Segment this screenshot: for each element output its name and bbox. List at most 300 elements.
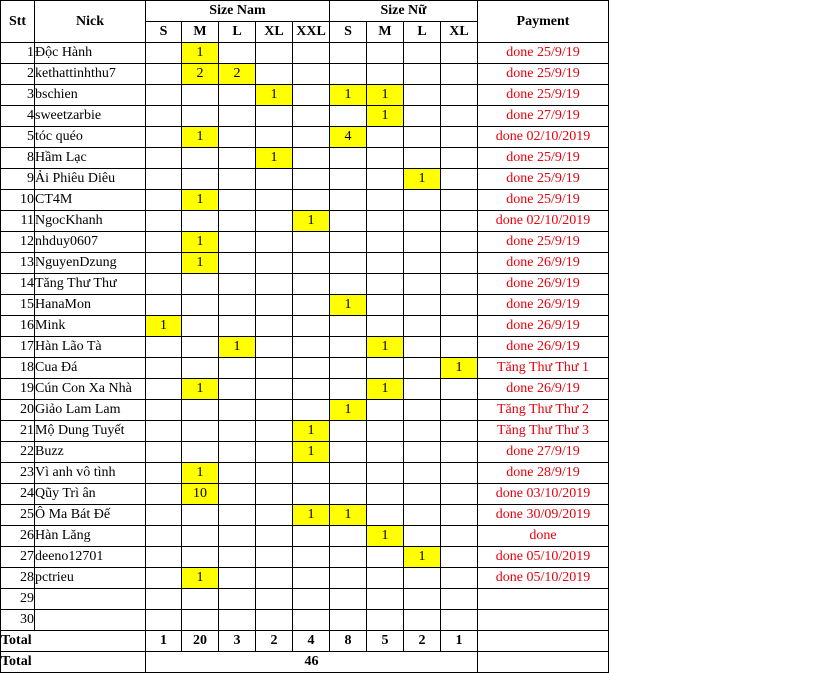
row-nu-m[interactable]	[367, 505, 404, 526]
row-nu-xl[interactable]	[441, 526, 478, 547]
row-nick[interactable]: Giảo Lam Lam	[35, 400, 146, 421]
row-nu-l[interactable]	[404, 43, 441, 64]
row-nam-xxl[interactable]	[293, 484, 330, 505]
row-nam-s[interactable]	[146, 274, 182, 295]
row-nu-l[interactable]	[404, 505, 441, 526]
row-nam-m[interactable]	[182, 316, 219, 337]
nam-size-s-header[interactable]: S	[146, 22, 182, 43]
row-nam-xxl[interactable]	[293, 379, 330, 400]
row-payment[interactable]: done 28/9/19	[478, 463, 609, 484]
row-nick[interactable]: CT4M	[35, 190, 146, 211]
row-nam-m[interactable]	[182, 442, 219, 463]
row-nam-xl[interactable]	[256, 547, 293, 568]
row-nu-s[interactable]	[330, 43, 367, 64]
row-nam-m[interactable]: 1	[182, 463, 219, 484]
row-nick[interactable]: Hầm Lạc	[35, 148, 146, 169]
row-nu-m[interactable]	[367, 568, 404, 589]
row-nam-l[interactable]	[219, 253, 256, 274]
row-nu-xl[interactable]	[441, 400, 478, 421]
row-nam-l[interactable]	[219, 484, 256, 505]
size-nu-header[interactable]: Size Nữ	[330, 1, 478, 22]
row-nam-xl[interactable]	[256, 526, 293, 547]
total-nu-xl[interactable]: 1	[441, 631, 478, 652]
row-nam-m[interactable]	[182, 106, 219, 127]
row-nam-xl[interactable]	[256, 463, 293, 484]
row-nu-m[interactable]	[367, 358, 404, 379]
row-nam-xxl[interactable]: 1	[293, 421, 330, 442]
row-stt[interactable]: 13	[1, 253, 35, 274]
row-nu-s[interactable]: 1	[330, 295, 367, 316]
row-nu-xl[interactable]	[441, 442, 478, 463]
row-nam-m[interactable]	[182, 589, 219, 610]
row-payment[interactable]: Tăng Thư Thư 3	[478, 421, 609, 442]
row-nam-xl[interactable]	[256, 295, 293, 316]
row-nam-s[interactable]	[146, 232, 182, 253]
row-nu-s[interactable]: 1	[330, 505, 367, 526]
row-nu-xl[interactable]	[441, 337, 478, 358]
row-nam-m[interactable]: 1	[182, 127, 219, 148]
row-nick[interactable]: pctrieu	[35, 568, 146, 589]
row-payment[interactable]: done 27/9/19	[478, 106, 609, 127]
row-nu-s[interactable]	[330, 379, 367, 400]
row-nu-l[interactable]	[404, 337, 441, 358]
nu-size-xl-header[interactable]: XL	[441, 22, 478, 43]
row-nu-s[interactable]	[330, 64, 367, 85]
row-nam-l[interactable]: 1	[219, 337, 256, 358]
row-nam-l[interactable]	[219, 379, 256, 400]
row-nick[interactable]	[35, 589, 146, 610]
row-nick[interactable]: Mộ Dung Tuyết	[35, 421, 146, 442]
row-nu-s[interactable]	[330, 190, 367, 211]
row-nu-m[interactable]	[367, 442, 404, 463]
row-nu-xl[interactable]	[441, 316, 478, 337]
row-nu-l[interactable]	[404, 400, 441, 421]
nam-size-xl-header[interactable]: XL	[256, 22, 293, 43]
row-nam-m[interactable]: 1	[182, 253, 219, 274]
row-nam-xxl[interactable]	[293, 253, 330, 274]
row-nu-m[interactable]: 1	[367, 337, 404, 358]
row-stt[interactable]: 11	[1, 211, 35, 232]
row-nam-xl[interactable]: 1	[256, 148, 293, 169]
row-nu-s[interactable]	[330, 526, 367, 547]
row-nick[interactable]: Qũy Trì ân	[35, 484, 146, 505]
row-payment[interactable]: done 26/9/19	[478, 274, 609, 295]
row-nu-l[interactable]	[404, 274, 441, 295]
row-payment[interactable]: done 02/10/2019	[478, 127, 609, 148]
row-nu-m[interactable]	[367, 547, 404, 568]
row-nu-m[interactable]: 1	[367, 85, 404, 106]
row-payment[interactable]: done 26/9/19	[478, 379, 609, 400]
row-nam-m[interactable]	[182, 421, 219, 442]
row-stt[interactable]: 25	[1, 505, 35, 526]
row-nam-s[interactable]	[146, 169, 182, 190]
row-nu-xl[interactable]: 1	[441, 358, 478, 379]
row-nu-m[interactable]	[367, 274, 404, 295]
row-nu-xl[interactable]	[441, 463, 478, 484]
grand-total-value[interactable]: 46	[146, 652, 478, 673]
row-nam-s[interactable]	[146, 547, 182, 568]
row-stt[interactable]: 29	[1, 589, 35, 610]
row-nu-m[interactable]	[367, 232, 404, 253]
row-nick[interactable]: tóc quéo	[35, 127, 146, 148]
row-nu-l[interactable]	[404, 211, 441, 232]
row-nu-m[interactable]	[367, 484, 404, 505]
row-nam-s[interactable]	[146, 442, 182, 463]
row-nam-xl[interactable]	[256, 169, 293, 190]
row-nam-m[interactable]	[182, 211, 219, 232]
row-payment[interactable]: done	[478, 526, 609, 547]
row-nam-xxl[interactable]	[293, 316, 330, 337]
row-nu-l[interactable]	[404, 190, 441, 211]
row-nam-m[interactable]	[182, 610, 219, 631]
row-nu-s[interactable]	[330, 253, 367, 274]
row-nick[interactable]: HanaMon	[35, 295, 146, 316]
row-nu-l[interactable]	[404, 421, 441, 442]
row-nu-xl[interactable]	[441, 85, 478, 106]
row-nam-m[interactable]	[182, 526, 219, 547]
row-nam-l[interactable]	[219, 148, 256, 169]
row-nick[interactable]: Cún Con Xa Nhà	[35, 379, 146, 400]
row-nam-l[interactable]	[219, 526, 256, 547]
row-nu-xl[interactable]	[441, 106, 478, 127]
row-nam-s[interactable]	[146, 463, 182, 484]
row-nam-xxl[interactable]	[293, 43, 330, 64]
row-nu-m[interactable]	[367, 43, 404, 64]
row-nick[interactable]: Hàn Lăng	[35, 526, 146, 547]
row-nam-l[interactable]	[219, 127, 256, 148]
row-nu-xl[interactable]	[441, 190, 478, 211]
row-nu-l[interactable]	[404, 589, 441, 610]
row-payment[interactable]: done 03/10/2019	[478, 484, 609, 505]
row-nam-m[interactable]	[182, 148, 219, 169]
row-nu-xl[interactable]	[441, 379, 478, 400]
row-nam-m[interactable]	[182, 274, 219, 295]
row-nam-l[interactable]	[219, 505, 256, 526]
nam-size-l-header[interactable]: L	[219, 22, 256, 43]
row-nam-l[interactable]	[219, 463, 256, 484]
row-nam-s[interactable]	[146, 127, 182, 148]
row-nu-s[interactable]	[330, 358, 367, 379]
row-nam-l[interactable]	[219, 442, 256, 463]
row-nu-l[interactable]	[404, 463, 441, 484]
row-stt[interactable]: 24	[1, 484, 35, 505]
row-nam-xxl[interactable]	[293, 190, 330, 211]
row-nam-s[interactable]	[146, 211, 182, 232]
total-nam-xl[interactable]: 2	[256, 631, 293, 652]
total-label[interactable]: Total	[1, 631, 146, 652]
row-nu-s[interactable]	[330, 337, 367, 358]
total-nam-xxl[interactable]: 4	[293, 631, 330, 652]
row-nu-l[interactable]	[404, 316, 441, 337]
row-nam-l[interactable]	[219, 589, 256, 610]
row-nick[interactable]: bschien	[35, 85, 146, 106]
stt-header[interactable]: Stt	[1, 1, 35, 43]
row-nam-xxl[interactable]	[293, 589, 330, 610]
row-stt[interactable]: 5	[1, 127, 35, 148]
row-stt[interactable]: 3	[1, 85, 35, 106]
row-nu-m[interactable]	[367, 400, 404, 421]
nick-header[interactable]: Nick	[35, 1, 146, 43]
row-payment[interactable]: done 26/9/19	[478, 295, 609, 316]
row-nu-m[interactable]	[367, 610, 404, 631]
row-nam-l[interactable]	[219, 547, 256, 568]
row-nam-xl[interactable]	[256, 232, 293, 253]
row-nick[interactable]: Ải Phiêu Diêu	[35, 169, 146, 190]
row-nam-xl[interactable]	[256, 400, 293, 421]
row-nam-l[interactable]	[219, 316, 256, 337]
row-nam-xl[interactable]: 1	[256, 85, 293, 106]
row-payment[interactable]: done 26/9/19	[478, 253, 609, 274]
row-nam-m[interactable]	[182, 400, 219, 421]
row-nu-xl[interactable]	[441, 232, 478, 253]
row-nam-xxl[interactable]	[293, 148, 330, 169]
row-nu-s[interactable]	[330, 589, 367, 610]
row-nam-s[interactable]	[146, 568, 182, 589]
row-nu-l[interactable]	[404, 568, 441, 589]
row-nu-m[interactable]	[367, 190, 404, 211]
row-nam-xl[interactable]	[256, 610, 293, 631]
row-nam-s[interactable]: 1	[146, 316, 182, 337]
row-nam-xl[interactable]	[256, 442, 293, 463]
nam-size-xxl-header[interactable]: XXL	[293, 22, 330, 43]
row-nam-m[interactable]: 10	[182, 484, 219, 505]
row-nu-xl[interactable]	[441, 253, 478, 274]
total-nam-s[interactable]: 1	[146, 631, 182, 652]
row-payment[interactable]: done 30/09/2019	[478, 505, 609, 526]
total-nu-l[interactable]: 2	[404, 631, 441, 652]
row-nam-s[interactable]	[146, 484, 182, 505]
row-nu-m[interactable]	[367, 127, 404, 148]
row-nam-l[interactable]	[219, 211, 256, 232]
row-stt[interactable]: 14	[1, 274, 35, 295]
row-nam-s[interactable]	[146, 106, 182, 127]
row-stt[interactable]: 4	[1, 106, 35, 127]
row-nam-s[interactable]	[146, 610, 182, 631]
row-nu-xl[interactable]	[441, 211, 478, 232]
row-nam-xxl[interactable]	[293, 526, 330, 547]
row-nick[interactable]: Độc Hành	[35, 43, 146, 64]
row-nam-xxl[interactable]	[293, 106, 330, 127]
row-payment[interactable]: done 25/9/19	[478, 64, 609, 85]
row-nam-xl[interactable]	[256, 274, 293, 295]
row-nick[interactable]: NgocKhanh	[35, 211, 146, 232]
row-nam-l[interactable]	[219, 169, 256, 190]
row-nick[interactable]: Vì anh vô tình	[35, 463, 146, 484]
row-nu-xl[interactable]	[441, 547, 478, 568]
row-nam-xxl[interactable]	[293, 64, 330, 85]
row-nu-l[interactable]	[404, 610, 441, 631]
nu-size-l-header[interactable]: L	[404, 22, 441, 43]
row-nu-xl[interactable]	[441, 43, 478, 64]
row-nam-m[interactable]	[182, 169, 219, 190]
row-nu-l[interactable]	[404, 484, 441, 505]
total-nu-m[interactable]: 5	[367, 631, 404, 652]
row-payment[interactable]	[478, 610, 609, 631]
row-nam-xxl[interactable]	[293, 169, 330, 190]
total-nam-m[interactable]: 20	[182, 631, 219, 652]
grand-total-payment-cell[interactable]	[478, 652, 609, 673]
row-stt[interactable]: 16	[1, 316, 35, 337]
row-payment[interactable]: done 25/9/19	[478, 232, 609, 253]
row-nam-xxl[interactable]	[293, 232, 330, 253]
row-nu-l[interactable]	[404, 358, 441, 379]
row-nam-xxl[interactable]	[293, 85, 330, 106]
row-nu-l[interactable]	[404, 526, 441, 547]
row-nam-m[interactable]: 1	[182, 190, 219, 211]
row-stt[interactable]: 26	[1, 526, 35, 547]
row-nick[interactable]: Ô Ma Bát Đế	[35, 505, 146, 526]
row-nam-xl[interactable]	[256, 337, 293, 358]
row-payment[interactable]	[478, 589, 609, 610]
row-nam-xl[interactable]	[256, 211, 293, 232]
row-nu-m[interactable]	[367, 64, 404, 85]
row-nam-xxl[interactable]	[293, 568, 330, 589]
row-nu-m[interactable]: 1	[367, 106, 404, 127]
row-nam-s[interactable]	[146, 43, 182, 64]
row-nu-l[interactable]	[404, 148, 441, 169]
row-nam-xl[interactable]	[256, 358, 293, 379]
row-nam-s[interactable]	[146, 190, 182, 211]
row-nick[interactable]	[35, 610, 146, 631]
row-nam-xl[interactable]	[256, 64, 293, 85]
row-nam-xl[interactable]	[256, 484, 293, 505]
row-nu-s[interactable]	[330, 169, 367, 190]
row-stt[interactable]: 20	[1, 400, 35, 421]
row-nu-xl[interactable]	[441, 505, 478, 526]
row-stt[interactable]: 19	[1, 379, 35, 400]
row-stt[interactable]: 10	[1, 190, 35, 211]
row-nu-s[interactable]	[330, 232, 367, 253]
row-nu-m[interactable]	[367, 295, 404, 316]
row-nam-l[interactable]	[219, 190, 256, 211]
row-nam-xl[interactable]	[256, 106, 293, 127]
row-nu-m[interactable]	[367, 169, 404, 190]
row-nam-xl[interactable]	[256, 127, 293, 148]
row-stt[interactable]: 23	[1, 463, 35, 484]
row-nam-s[interactable]	[146, 526, 182, 547]
row-nam-s[interactable]	[146, 505, 182, 526]
row-nam-xl[interactable]	[256, 190, 293, 211]
row-nam-l[interactable]	[219, 274, 256, 295]
row-nick[interactable]: sweetzarbie	[35, 106, 146, 127]
row-nam-l[interactable]	[219, 295, 256, 316]
row-stt[interactable]: 12	[1, 232, 35, 253]
row-nam-m[interactable]	[182, 505, 219, 526]
row-nick[interactable]: Tăng Thư Thư	[35, 274, 146, 295]
row-nam-m[interactable]: 1	[182, 568, 219, 589]
row-nam-xl[interactable]	[256, 568, 293, 589]
payment-header[interactable]: Payment	[478, 1, 609, 43]
row-nu-xl[interactable]	[441, 421, 478, 442]
row-nu-l[interactable]	[404, 232, 441, 253]
row-nam-xxl[interactable]	[293, 463, 330, 484]
row-nu-l[interactable]	[404, 442, 441, 463]
row-nu-s[interactable]	[330, 148, 367, 169]
row-stt[interactable]: 28	[1, 568, 35, 589]
row-nu-m[interactable]: 1	[367, 526, 404, 547]
row-nam-l[interactable]	[219, 85, 256, 106]
row-nu-s[interactable]: 1	[330, 85, 367, 106]
row-payment[interactable]: done 25/9/19	[478, 148, 609, 169]
row-stt[interactable]: 22	[1, 442, 35, 463]
row-nam-l[interactable]	[219, 232, 256, 253]
row-nu-m[interactable]	[367, 421, 404, 442]
row-nam-m[interactable]	[182, 358, 219, 379]
row-nu-l[interactable]: 1	[404, 547, 441, 568]
row-nam-xxl[interactable]	[293, 337, 330, 358]
row-nam-s[interactable]	[146, 148, 182, 169]
row-nu-s[interactable]: 4	[330, 127, 367, 148]
row-nam-xxl[interactable]: 1	[293, 211, 330, 232]
row-nam-s[interactable]	[146, 379, 182, 400]
row-nam-s[interactable]	[146, 589, 182, 610]
total-payment-cell[interactable]	[478, 631, 609, 652]
size-nam-header[interactable]: Size Nam	[146, 1, 330, 22]
row-payment[interactable]: done 02/10/2019	[478, 211, 609, 232]
row-payment[interactable]: done 27/9/19	[478, 442, 609, 463]
row-nam-xxl[interactable]	[293, 274, 330, 295]
row-payment[interactable]: done 25/9/19	[478, 190, 609, 211]
row-nu-s[interactable]	[330, 421, 367, 442]
row-stt[interactable]: 1	[1, 43, 35, 64]
row-stt[interactable]: 18	[1, 358, 35, 379]
row-nam-s[interactable]	[146, 253, 182, 274]
row-stt[interactable]: 30	[1, 610, 35, 631]
row-nick[interactable]: Mink	[35, 316, 146, 337]
row-nu-s[interactable]	[330, 106, 367, 127]
row-nu-s[interactable]	[330, 274, 367, 295]
row-nu-m[interactable]	[367, 253, 404, 274]
row-payment[interactable]: done 26/9/19	[478, 337, 609, 358]
row-nu-xl[interactable]	[441, 127, 478, 148]
row-nam-m[interactable]: 1	[182, 379, 219, 400]
row-payment[interactable]: Tăng Thư Thư 2	[478, 400, 609, 421]
row-nam-l[interactable]	[219, 358, 256, 379]
row-nu-m[interactable]	[367, 589, 404, 610]
row-nu-m[interactable]	[367, 463, 404, 484]
row-nam-s[interactable]	[146, 421, 182, 442]
row-nam-m[interactable]: 1	[182, 232, 219, 253]
row-nam-m[interactable]	[182, 295, 219, 316]
row-nu-s[interactable]	[330, 547, 367, 568]
row-nam-s[interactable]	[146, 64, 182, 85]
row-payment[interactable]: done 25/9/19	[478, 43, 609, 64]
row-nam-xxl[interactable]	[293, 400, 330, 421]
row-nam-l[interactable]	[219, 106, 256, 127]
nu-size-s-header[interactable]: S	[330, 22, 367, 43]
row-nu-s[interactable]: 1	[330, 400, 367, 421]
row-nam-xxl[interactable]	[293, 127, 330, 148]
row-nam-s[interactable]	[146, 337, 182, 358]
row-nam-xl[interactable]	[256, 43, 293, 64]
row-nam-m[interactable]	[182, 85, 219, 106]
row-nam-xl[interactable]	[256, 421, 293, 442]
row-payment[interactable]: done 25/9/19	[478, 169, 609, 190]
row-nam-xxl[interactable]	[293, 610, 330, 631]
row-stt[interactable]: 21	[1, 421, 35, 442]
row-nam-s[interactable]	[146, 400, 182, 421]
row-nam-m[interactable]	[182, 337, 219, 358]
row-nu-xl[interactable]	[441, 274, 478, 295]
row-nu-l[interactable]	[404, 127, 441, 148]
row-payment[interactable]: done 05/10/2019	[478, 547, 609, 568]
row-nu-xl[interactable]	[441, 484, 478, 505]
row-stt[interactable]: 17	[1, 337, 35, 358]
row-nu-xl[interactable]	[441, 169, 478, 190]
row-payment[interactable]: done 26/9/19	[478, 316, 609, 337]
row-nam-xl[interactable]	[256, 253, 293, 274]
row-nam-xl[interactable]	[256, 316, 293, 337]
